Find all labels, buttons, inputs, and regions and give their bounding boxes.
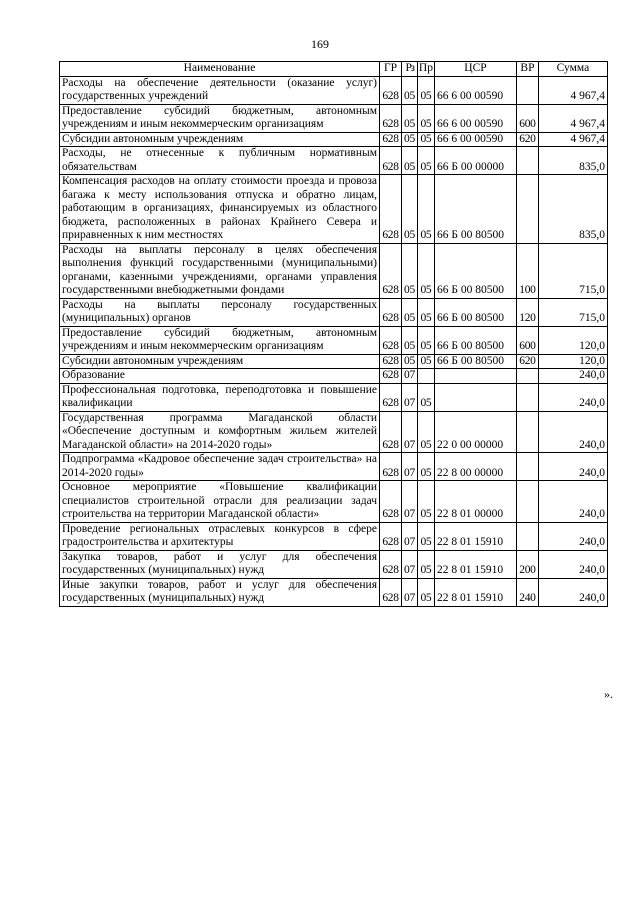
cell-rz: 05 xyxy=(402,147,418,175)
table-row xyxy=(60,578,608,606)
cell-name: Расходы на выплаты персоналу в целях обеспечения выполнения функций государственными (муниципальными) органами, казенными учреждениями, органами управления государственными внебюджетными фондами xyxy=(60,243,380,298)
cell-sum: 835,0 xyxy=(538,147,607,175)
cell-sum: 240,0 xyxy=(538,411,607,453)
cell-name: Субсидии автономным учреждениям xyxy=(60,354,380,369)
cell-pr: 05 xyxy=(417,578,434,606)
table-row xyxy=(60,383,608,411)
cell-name: Компенсация расходов на оплату стоимости проезда и провоза багажа к месту использования отпуска и обратно лицам, работающим в организациях, финансируемых из областного бюджета, расположенных в районах Крайнего Севера и приравненных к ним местностях xyxy=(60,175,380,244)
header-name: Наименование xyxy=(60,62,380,77)
cell-csr: 66 6 00 00590 xyxy=(434,104,516,132)
cell-gr: 628 xyxy=(380,383,402,411)
closing-quote: ». xyxy=(604,687,613,701)
cell-sum: 715,0 xyxy=(538,298,607,326)
cell-gr: 628 xyxy=(380,481,402,523)
cell-pr: 05 xyxy=(417,326,434,354)
table-row xyxy=(60,354,608,369)
table-row xyxy=(60,411,608,453)
cell-vr xyxy=(516,522,538,550)
cell-pr: 05 xyxy=(417,298,434,326)
cell-csr: 66 6 00 00590 xyxy=(434,132,516,147)
cell-csr: 22 8 01 15910 xyxy=(434,550,516,578)
cell-vr: 620 xyxy=(516,132,538,147)
cell-pr: 05 xyxy=(417,132,434,147)
cell-gr: 628 xyxy=(380,76,402,104)
cell-rz: 07 xyxy=(402,550,418,578)
cell-rz: 05 xyxy=(402,132,418,147)
cell-pr: 05 xyxy=(417,147,434,175)
cell-pr: 05 xyxy=(417,383,434,411)
cell-rz: 07 xyxy=(402,383,418,411)
cell-gr: 628 xyxy=(380,243,402,298)
table-row xyxy=(60,175,608,244)
cell-pr: 05 xyxy=(417,550,434,578)
cell-vr: 200 xyxy=(516,550,538,578)
cell-gr: 628 xyxy=(380,354,402,369)
cell-sum: 240,0 xyxy=(538,383,607,411)
header-pr: Пр xyxy=(418,62,433,74)
cell-sum: 240,0 xyxy=(538,453,607,481)
cell-vr xyxy=(516,481,538,523)
cell-name: Предоставление субсидий бюджетным, автономным учреждениям и иным некоммерческим организациям xyxy=(60,104,380,132)
cell-csr: 66 Б 00 80500 xyxy=(434,326,516,354)
table-row xyxy=(60,326,608,354)
cell-csr: 66 Б 00 80500 xyxy=(434,243,516,298)
cell-gr: 628 xyxy=(380,326,402,354)
table-row xyxy=(60,550,608,578)
cell-csr xyxy=(434,369,516,384)
cell-vr: 620 xyxy=(516,354,538,369)
cell-rz: 05 xyxy=(402,175,418,244)
cell-name: Субсидии автономным учреждениям xyxy=(60,132,380,147)
cell-gr: 628 xyxy=(380,175,402,244)
cell-sum: 835,0 xyxy=(538,175,607,244)
cell-vr xyxy=(516,147,538,175)
page-number: 169 xyxy=(311,37,329,51)
header-sum: Сумма xyxy=(538,62,607,77)
cell-rz: 07 xyxy=(402,411,418,453)
cell-rz: 05 xyxy=(402,326,418,354)
cell-sum: 120,0 xyxy=(538,354,607,369)
table-row xyxy=(60,76,608,104)
cell-csr: 66 6 00 00590 xyxy=(434,76,516,104)
cell-sum: 4 967,4 xyxy=(538,104,607,132)
cell-pr: 05 xyxy=(417,243,434,298)
cell-gr: 628 xyxy=(380,298,402,326)
cell-pr: 05 xyxy=(417,453,434,481)
cell-sum: 240,0 xyxy=(538,550,607,578)
cell-csr: 66 Б 00 00000 xyxy=(434,147,516,175)
cell-name: Государственная программа Магаданской области «Обеспечение доступным и комфортным жильем жителей Магаданской области» на 2014-2020 годы» xyxy=(60,411,380,453)
cell-vr: 120 xyxy=(516,298,538,326)
cell-pr: 05 xyxy=(417,76,434,104)
header-csr: ЦСР xyxy=(434,62,516,77)
table-row xyxy=(60,104,608,132)
cell-rz: 05 xyxy=(402,243,418,298)
table-row xyxy=(60,522,608,550)
cell-vr xyxy=(516,453,538,481)
cell-name: Образование xyxy=(60,369,380,384)
cell-csr: 22 8 01 15910 xyxy=(434,578,516,606)
table-row xyxy=(60,147,608,175)
header-gr: ГР xyxy=(380,62,402,77)
cell-name: Профессиональная подготовка, переподготовка и повышение квалификации xyxy=(60,383,380,411)
table-header-row xyxy=(60,62,608,77)
cell-csr: 22 8 01 00000 xyxy=(434,481,516,523)
cell-gr: 628 xyxy=(380,550,402,578)
cell-name: Иные закупки товаров, работ и услуг для обеспечения государственных (муниципальных) нужд xyxy=(60,578,380,606)
table-row xyxy=(60,453,608,481)
header-vr: ВР xyxy=(516,62,538,77)
cell-vr xyxy=(516,175,538,244)
cell-name: Расходы на обеспечение деятельности (оказание услуг) государственных учреждений xyxy=(60,76,380,104)
cell-rz: 05 xyxy=(402,354,418,369)
cell-rz: 07 xyxy=(402,453,418,481)
cell-csr: 66 Б 00 80500 xyxy=(434,175,516,244)
cell-sum: 120,0 xyxy=(538,326,607,354)
cell-csr: 22 8 00 00000 xyxy=(434,453,516,481)
cell-rz: 07 xyxy=(402,522,418,550)
cell-gr: 628 xyxy=(380,522,402,550)
cell-vr xyxy=(516,76,538,104)
cell-name: Расходы, не отнесенные к публичным нормативным обязательствам xyxy=(60,147,380,175)
cell-name: Подпрограмма «Кадровое обеспечение задач строительства» на 2014-2020 годы» xyxy=(60,453,380,481)
cell-pr: 05 xyxy=(417,481,434,523)
cell-vr xyxy=(516,369,538,384)
cell-sum: 240,0 xyxy=(538,522,607,550)
table-row xyxy=(60,481,608,523)
cell-vr xyxy=(516,383,538,411)
cell-pr: 05 xyxy=(417,522,434,550)
cell-sum: 4 967,4 xyxy=(538,76,607,104)
cell-csr: 22 8 01 15910 xyxy=(434,522,516,550)
cell-name: Закупка товаров, работ и услуг для обеспечения государственных (муниципальных) нужд xyxy=(60,550,380,578)
cell-sum: 715,0 xyxy=(538,243,607,298)
cell-gr: 628 xyxy=(380,453,402,481)
cell-vr: 600 xyxy=(516,326,538,354)
cell-csr xyxy=(434,383,516,411)
table-row xyxy=(60,243,608,298)
cell-gr: 628 xyxy=(380,104,402,132)
cell-sum: 240,0 xyxy=(538,578,607,606)
cell-gr: 628 xyxy=(380,147,402,175)
cell-rz: 05 xyxy=(402,76,418,104)
cell-vr: 100 xyxy=(516,243,538,298)
table-row xyxy=(60,298,608,326)
cell-pr: 05 xyxy=(417,104,434,132)
cell-csr: 22 0 00 00000 xyxy=(434,411,516,453)
cell-rz: 07 xyxy=(402,369,418,384)
table-row xyxy=(60,369,608,384)
cell-vr: 240 xyxy=(516,578,538,606)
header-rz: Рз xyxy=(402,62,418,77)
cell-csr: 66 Б 00 80500 xyxy=(434,354,516,369)
cell-vr xyxy=(516,411,538,453)
cell-name: Проведение региональных отраслевых конкурсов в сфере градостроительства и архитектуры xyxy=(60,522,380,550)
cell-pr xyxy=(417,369,434,384)
budget-table xyxy=(59,61,608,607)
cell-pr: 05 xyxy=(417,354,434,369)
cell-rz: 05 xyxy=(402,104,418,132)
cell-rz: 07 xyxy=(402,481,418,523)
cell-sum: 4 967,4 xyxy=(538,132,607,147)
cell-rz: 05 xyxy=(402,298,418,326)
cell-gr: 628 xyxy=(380,132,402,147)
cell-csr: 66 Б 00 80500 xyxy=(434,298,516,326)
table-row xyxy=(60,132,608,147)
cell-sum: 240,0 xyxy=(538,481,607,523)
cell-pr: 05 xyxy=(417,411,434,453)
cell-gr: 628 xyxy=(380,369,402,384)
cell-name: Основное мероприятие «Повышение квалификации специалистов строительной отрасли для реализации задач строительства на территории Магаданской области» xyxy=(60,481,380,523)
cell-sum: 240,0 xyxy=(538,369,607,384)
cell-vr: 600 xyxy=(516,104,538,132)
cell-pr: 05 xyxy=(417,175,434,244)
cell-rz: 07 xyxy=(402,578,418,606)
cell-gr: 628 xyxy=(380,578,402,606)
cell-gr: 628 xyxy=(380,411,402,453)
cell-name: Расходы на выплаты персоналу государственных (муниципальных) органов xyxy=(60,298,380,326)
cell-name: Предоставление субсидий бюджетным, автономным учреждениям и иным некоммерческим организациям xyxy=(60,326,380,354)
